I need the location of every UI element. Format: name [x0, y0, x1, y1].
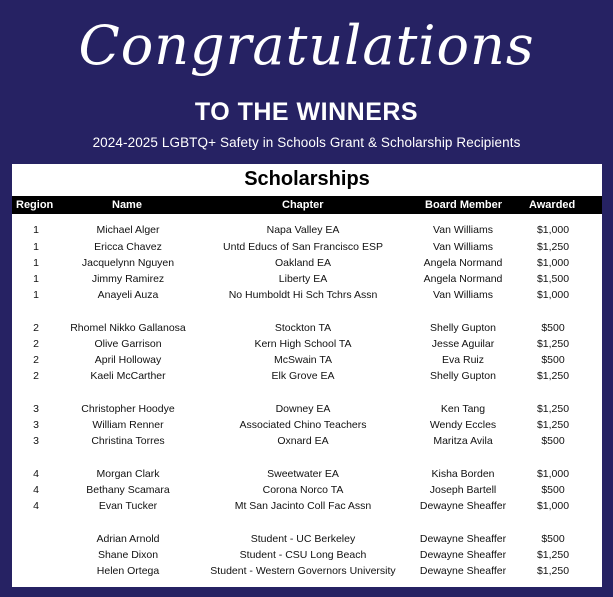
- cell-board: Eva Ruiz: [441, 354, 485, 366]
- cell-region: 1: [33, 241, 39, 253]
- cell-board: Kisha Borden: [431, 468, 495, 480]
- cell-awarded: $1,250: [536, 370, 570, 382]
- cell-region: 2: [33, 354, 39, 366]
- cell-name: Evan Tucker: [98, 500, 158, 512]
- cell-name: April Holloway: [94, 354, 162, 366]
- cell-awarded: $1,250: [536, 419, 570, 431]
- table-row: [12, 289, 602, 305]
- table-row: [12, 338, 602, 354]
- cell-name: Bethany Scamara: [86, 484, 170, 496]
- table-row: [12, 322, 602, 338]
- cell-awarded: $1,250: [536, 241, 570, 253]
- cell-chapter: Associated Chino Teachers: [239, 419, 367, 431]
- cell-awarded: $1,000: [536, 257, 570, 269]
- cell-name: Michael Alger: [96, 224, 160, 236]
- cell-awarded: $1,500: [536, 273, 570, 285]
- cell-chapter: Downey EA: [275, 403, 331, 415]
- cell-awarded: $1,250: [536, 549, 570, 561]
- table-row: [12, 549, 602, 565]
- header-board-member: Board Member: [425, 199, 503, 211]
- section-title: Scholarships: [244, 168, 370, 190]
- cell-name: Rhomel Nikko Gallanosa: [70, 322, 186, 334]
- cell-chapter: Oakland EA: [274, 257, 332, 269]
- header-chapter: Chapter: [282, 199, 324, 211]
- cell-awarded: $1,000: [536, 289, 570, 301]
- cell-region: 3: [33, 403, 39, 415]
- cell-name: Christopher Hoodye: [81, 403, 175, 415]
- table-row: [12, 273, 602, 289]
- cell-board: Dewayne Sheaffer: [419, 533, 507, 545]
- cell-awarded: $500: [541, 533, 565, 545]
- cell-region: 3: [33, 435, 39, 447]
- cell-awarded: $1,000: [536, 500, 570, 512]
- cell-board: Ken Tang: [440, 403, 486, 415]
- header-region: Region: [16, 199, 54, 211]
- table-row: [12, 257, 602, 273]
- cell-chapter: Student - Western Governors University: [210, 565, 396, 577]
- cell-board: Shelly Gupton: [430, 322, 496, 334]
- cell-awarded: $500: [541, 322, 565, 334]
- cell-name: Christina Torres: [91, 435, 165, 447]
- cell-board: Wendy Eccles: [429, 419, 497, 431]
- cell-board: Dewayne Sheaffer: [419, 500, 507, 512]
- table-row: [12, 354, 602, 370]
- cell-chapter: Elk Grove EA: [271, 370, 335, 382]
- cell-region: 1: [33, 273, 39, 285]
- cell-board: Maritza Avila: [433, 435, 493, 447]
- cell-name: Jacquelynn Nguyen: [81, 257, 175, 269]
- cell-board: Van Williams: [433, 224, 493, 236]
- cell-board: Jesse Aguilar: [431, 338, 495, 350]
- cell-awarded: $1,000: [536, 224, 570, 236]
- cell-awarded: $1,000: [536, 468, 570, 480]
- cell-name: Ericca Chavez: [94, 241, 162, 253]
- cell-region: 2: [33, 370, 39, 382]
- cell-name: Morgan Clark: [96, 468, 160, 480]
- cell-name: Helen Ortega: [96, 565, 160, 577]
- cell-name: Olive Garrison: [94, 338, 162, 350]
- cell-chapter: Student - CSU Long Beach: [239, 549, 367, 561]
- cell-board: Joseph Bartell: [429, 484, 497, 496]
- table-row: [12, 435, 602, 451]
- cell-region: 2: [33, 338, 39, 350]
- table-row: [12, 500, 602, 516]
- cell-chapter: No Humboldt Hi Sch Tchrs Assn: [228, 289, 378, 301]
- cell-name: Adrian Arnold: [96, 533, 160, 545]
- table-row: [12, 224, 602, 240]
- cell-region: 4: [33, 500, 39, 512]
- cell-board: Angela Normand: [423, 257, 503, 269]
- cell-chapter: Student - UC Berkeley: [250, 533, 356, 545]
- cell-chapter: Stockton TA: [274, 322, 332, 334]
- cell-awarded: $500: [541, 354, 565, 366]
- cell-awarded: $1,250: [536, 403, 570, 415]
- cell-chapter: Sweetwater EA: [267, 468, 339, 480]
- cell-board: Angela Normand: [423, 273, 503, 285]
- cell-region: 4: [33, 468, 39, 480]
- cell-name: Kaeli McCarther: [90, 370, 166, 382]
- table-row: [12, 468, 602, 484]
- cell-chapter: Liberty EA: [278, 273, 328, 285]
- cell-chapter: Kern High School TA: [254, 338, 352, 350]
- congratulations-title: Congratulations: [78, 14, 535, 77]
- cell-awarded: $500: [541, 484, 565, 496]
- cell-chapter: McSwain TA: [274, 354, 332, 366]
- header-awarded: Awarded: [529, 199, 576, 211]
- table-row: [12, 403, 602, 419]
- table-header: [12, 196, 602, 214]
- cell-awarded: $1,250: [536, 565, 570, 577]
- winners-heading: TO THE WINNERS: [194, 98, 419, 126]
- cell-chapter: Napa Valley EA: [266, 224, 340, 236]
- table-row: [12, 533, 602, 549]
- cell-board: Van Williams: [433, 289, 493, 301]
- cell-name: Anayeli Auza: [97, 289, 159, 301]
- cell-name: William Renner: [92, 419, 164, 431]
- cell-awarded: $500: [541, 435, 565, 447]
- cell-region: 1: [33, 224, 39, 236]
- table-row: [12, 565, 602, 581]
- cell-board: Shelly Gupton: [430, 370, 496, 382]
- cell-chapter: Corona Norco TA: [262, 484, 344, 496]
- cell-board: Dewayne Sheaffer: [419, 565, 507, 577]
- scholarship-panel: [12, 164, 602, 587]
- cell-name: Jimmy Ramirez: [91, 273, 165, 285]
- cell-region: 1: [33, 257, 39, 269]
- cell-region: 2: [33, 322, 39, 334]
- table-row: [12, 484, 602, 500]
- cell-region: 3: [33, 419, 39, 431]
- cell-chapter: Oxnard EA: [277, 435, 329, 447]
- table-row: [12, 419, 602, 435]
- table-row: [12, 241, 602, 257]
- cell-board: Dewayne Sheaffer: [419, 549, 507, 561]
- cell-region: 1: [33, 289, 39, 301]
- header-name: Name: [112, 199, 142, 211]
- cell-region: 4: [33, 484, 39, 496]
- cell-board: Van Williams: [433, 241, 493, 253]
- cell-name: Shane Dixon: [97, 549, 159, 561]
- subtitle: 2024-2025 LGBTQ+ Safety in Schools Grant & Scholarship Recipients: [92, 135, 521, 150]
- cell-chapter: Mt San Jacinto Coll Fac Assn: [234, 500, 372, 512]
- cell-awarded: $1,250: [536, 338, 570, 350]
- table-row: [12, 370, 602, 386]
- cell-chapter: Untd Educs of San Francisco ESP: [223, 241, 383, 253]
